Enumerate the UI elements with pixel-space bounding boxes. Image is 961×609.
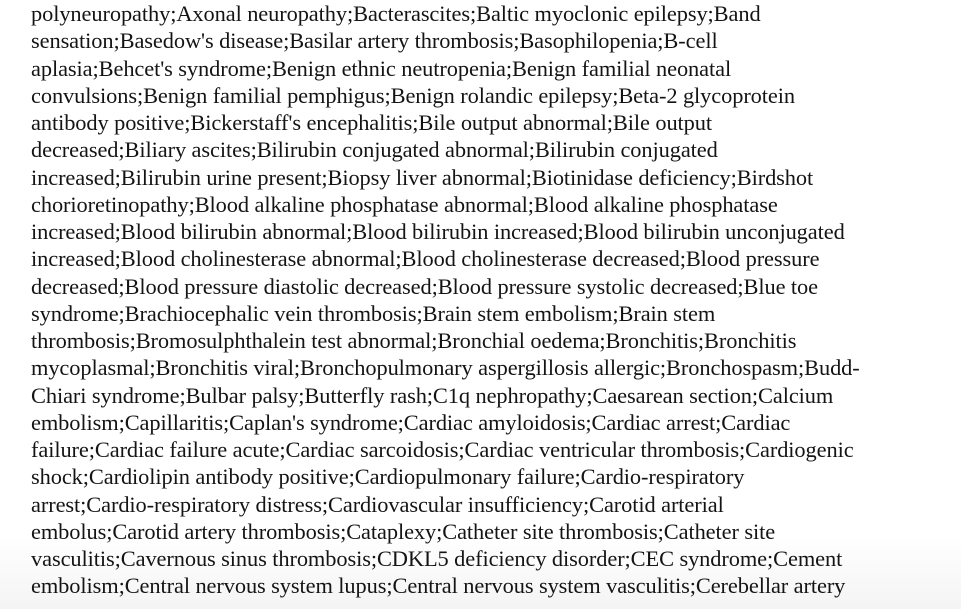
text-line: embolus;Carotid artery thrombosis;Cataplexy;Catheter site thrombosis;Catheter site — [31, 518, 776, 544]
text-line: thrombosis;Bromosulphthalein test abnormal;Bronchial oedema;Bronchitis;Bronchitis — [31, 328, 797, 353]
text-line: vasculitis;Cavernous sinus thrombosis;CDKL5 deficiency disorder;CEC syndrome;Cement — [31, 546, 843, 571]
text-line: mycoplasmal;Bronchitis viral;Bronchopulmonary aspergillosis allergic;Bronchospasm;Budd- — [31, 355, 860, 381]
text-line: increased;Blood cholinesterase abnormal;Blood cholinesterase decreased;Blood pressure — [31, 246, 820, 272]
text-line: syndrome;Brachiocephalic vein thrombosis;Brain stem embolism;Brain stem — [31, 300, 716, 326]
text-line: arrest;Cardio-respiratory distress;Cardiovascular insufficiency;Carotid arterial — [31, 491, 724, 517]
adverse-event-term-list — [31, 0, 961, 600]
text-line: embolism;Capillaritis;Caplan's syndrome;Cardiac amyloidosis;Cardiac arrest;Cardiac — [31, 409, 791, 435]
text-line: antibody positive;Bickerstaff's encephalitis;Bile output abnormal;Bile output — [31, 110, 713, 135]
text-line: polyneuropathy;Axonal neuropathy;Bacterascites;Baltic myoclonic epilepsy;Band — [31, 1, 761, 26]
text-line: chorioretinopathy;Blood alkaline phosphatase abnormal;Blood alkaline phosphatase — [31, 191, 778, 217]
text-line: embolism;Central nervous system lupus;Central nervous system vasculitis;Cerebellar artery — [31, 573, 846, 599]
text-line: decreased;Biliary ascites;Bilirubin conjugated abnormal;Bilirubin conjugated — [31, 137, 718, 163]
text-line: aplasia;Behcet's syndrome;Benign ethnic neutropenia;Benign familial neonatal — [31, 55, 732, 81]
text-line: Chiari syndrome;Bulbar palsy;Butterfly rash;C1q nephropathy;Caesarean section;Calcium — [31, 382, 834, 408]
text-line: shock;Cardiolipin antibody positive;Cardiopulmonary failure;Cardio-respiratory — [31, 464, 745, 490]
text-line: increased;Blood bilirubin abnormal;Blood bilirubin increased;Blood bilirubin unconjugated — [31, 219, 845, 244]
text-line: convulsions;Benign familial pemphigus;Benign rolandic epilepsy;Beta-2 glycoprotein — [31, 82, 795, 108]
text-line: sensation;Basedow's disease;Basilar artery thrombosis;Basophilopenia;B-cell — [31, 28, 718, 54]
text-line: failure;Cardiac failure acute;Cardiac sarcoidosis;Cardiac ventricular thrombosis;Cardiogenic — [31, 437, 854, 462]
text-line: decreased;Blood pressure diastolic decreased;Blood pressure systolic decreased;Blue toe — [31, 273, 819, 299]
text-line: increased;Bilirubin urine present;Biopsy liver abnormal;Biotinidase deficiency;Birdshot — [31, 164, 814, 190]
